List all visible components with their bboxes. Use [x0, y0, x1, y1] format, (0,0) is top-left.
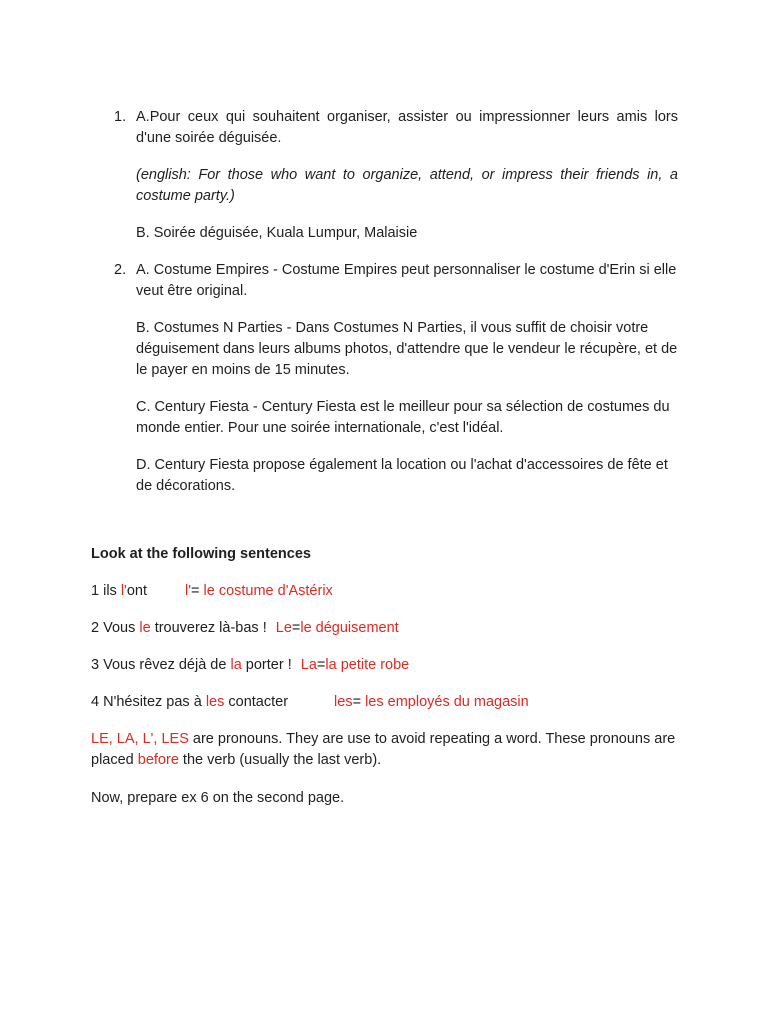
- example-sentence-3: [91, 655, 409, 676]
- example-sentence-4: [91, 692, 529, 713]
- paragraph-french-intro: A.Pour ceux qui souhaitent organiser, assister ou impressionner leurs amis lors d'une soirée déguisée.: [136, 109, 678, 146]
- answer-equals: =: [316, 657, 326, 673]
- paragraph-century-fiesta: C. Century Fiesta - Century Fiesta est le meilleur pour sa sélection de costumes du monde entier. Pour une soirée internationale, c'est l'idéal.: [136, 399, 670, 436]
- sentence-text: contacter: [224, 694, 289, 710]
- sentence-pronoun: les: [205, 694, 225, 710]
- answer-equals: =: [352, 694, 366, 710]
- answer-pronoun: La: [300, 657, 317, 673]
- sentence-text: 2 Vous: [91, 620, 140, 636]
- answer-pronoun: l': [185, 583, 191, 599]
- explanation-paragraph: [91, 729, 681, 771]
- answer-text: le déguisement: [300, 620, 399, 636]
- paragraph-english-translation: (english: For those who want to organize, attend, or impress their friends in, a costume party.): [136, 167, 678, 204]
- sentence-text: porter !: [241, 657, 296, 673]
- numbered-list-item-1: [110, 107, 678, 260]
- pronoun-list: LE, LA, L', LES: [91, 731, 189, 747]
- sentence-pronoun: la: [230, 657, 242, 673]
- answer-pronoun: les: [334, 694, 353, 710]
- sentence-text: 4 N'hésitez pas à: [91, 694, 206, 710]
- answer-text: la petite robe: [325, 657, 410, 673]
- answer-equals: =: [191, 583, 204, 599]
- sentence-pronoun: le: [139, 620, 151, 636]
- paragraph-century-fiesta-accessories: D. Century Fiesta propose également la location ou l'achat d'accessoires de fête et de décorations.: [136, 457, 668, 494]
- instruction-text: Now, prepare ex 6 on the second page.: [91, 790, 345, 806]
- list-item: [110, 107, 678, 244]
- sentence-text: 1 ils: [91, 583, 121, 599]
- sentence-text: 3 Vous rêvez déjà de: [91, 657, 231, 673]
- explanation-text: the verb (usually the last verb).: [178, 752, 382, 768]
- sentence-text: ont: [126, 583, 147, 599]
- explanation-highlight: before: [137, 752, 179, 768]
- answer-pronoun: Le: [275, 620, 292, 636]
- paragraph-location: B. Soirée déguisée, Kuala Lumpur, Malaisie: [136, 225, 418, 241]
- example-sentence-2: [91, 618, 399, 639]
- paragraph-costume-empires: A. Costume Empires - Costume Empires peut personnaliser le costume d'Erin si elle veut être original.: [136, 262, 677, 299]
- answer-equals: =: [291, 620, 301, 636]
- explanation-text: are pronouns. They are use to avoid repeating a word. These pronouns are placed: [91, 731, 676, 768]
- sentence-pronoun: l': [120, 583, 127, 599]
- paragraph-costumes-n-parties: B. Costumes N Parties - Dans Costumes N Parties, il vous suffit de choisir votre déguisement dans leurs albums photos, d'attendre que le vendeur le récupère, et de le payer en moins de 15 minutes.: [136, 320, 678, 378]
- answer-text: le costume d'Astérix: [203, 583, 333, 599]
- sentence-text: trouverez là-bas !: [150, 620, 271, 636]
- section-title: Look at the following sentences: [91, 546, 311, 562]
- numbered-list-item-2: [110, 260, 678, 513]
- list-item: [110, 260, 678, 497]
- example-sentence-1: [91, 581, 333, 602]
- list-number: 2.: [114, 262, 127, 278]
- answer-text: les employés du magasin: [365, 694, 529, 710]
- list-number: 1.: [114, 109, 127, 125]
